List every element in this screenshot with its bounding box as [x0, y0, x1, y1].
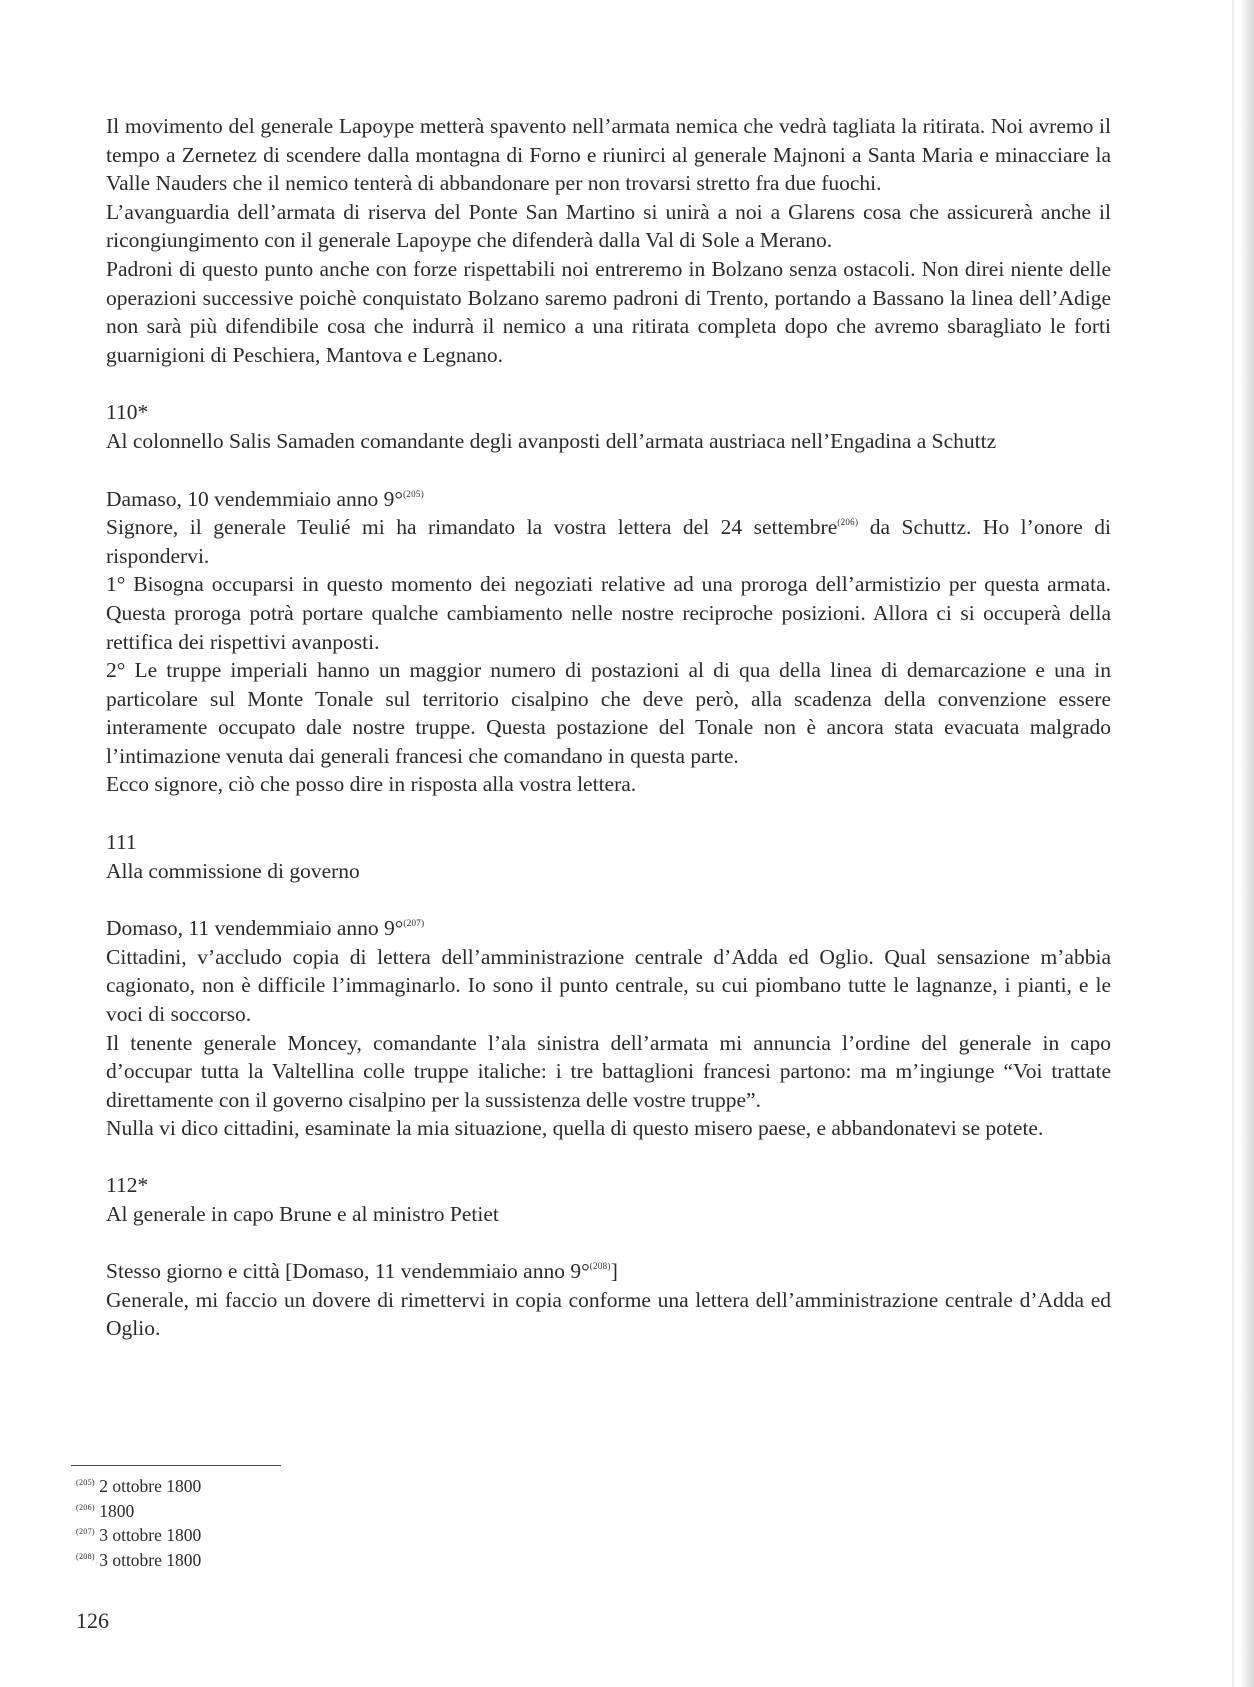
footnote-ref: (205) [403, 488, 424, 499]
body-paragraph: Nulla vi dico cittadini, esaminate la mia situazione, quella di questo misero paese, e abbandonatevi se potete. [106, 1116, 1044, 1141]
letter-number: 110* [106, 400, 149, 425]
footnote-ref: (207) [403, 918, 425, 929]
letter-date [106, 485, 1111, 514]
letter-number: 112* [106, 1173, 149, 1197]
footnote-ref: (208) [589, 1261, 611, 1272]
main-text-column [106, 112, 1111, 1343]
body-paragraph: Padroni di questo punto anche con forze rispettabili noi entreremo in Bolzano senza ostacoli. Non direi niente delle operazioni successive poichè conquistato Bolzano saremo padroni di Trento, portando a Bassano la linea dell’Adige non sarà più difendibile cosa che indurrà il nemico a una ritirata completa dopo che avremo sbaragliato le forti guarnigioni di Peschiera, Mantova e Legnano. [106, 256, 1111, 367]
letter-date [106, 1257, 1111, 1286]
letter-date [106, 914, 1111, 943]
page-gutter-line [1232, 0, 1234, 1687]
footnote-mark: (205) [76, 1478, 95, 1487]
footnote [76, 1548, 201, 1573]
body-paragraph: L’avanguardia dell’armata di riserva del Ponte San Martino si unirà a noi a Glarens cosa che assicurerà anche il ricongiungimento con il generale Lapoype che difenderà dalla Val di Sole a Merano. [106, 199, 1111, 253]
body-paragraph: Ecco signore, ciò che posso dire in risposta alla vostra lettera. [106, 772, 637, 797]
body-paragraph: 2° Le truppe imperiali hanno un maggior numero di postazioni al di qua della linea di demarcazione e una in particolare sul Monte Tonale sul territorio cisalpino che deve però, alla scadenza della convenzione essere interamente occupato dale nostre truppe. Questa postazione del Tonale non è ancora stata evacuata malgrado l’intimazione venuta dai generali francesi che comandano in questa parte. [106, 658, 1111, 768]
letter-addressee: Alla commissione di governo [106, 858, 360, 883]
letter-date-text: Damaso, 10 vendemmiaio anno 9° [106, 486, 403, 511]
letter-number: 111 [106, 830, 137, 855]
footnote-mark: (206) [76, 1502, 95, 1512]
footnote [76, 1499, 201, 1524]
page-number: 126 [76, 1608, 109, 1633]
body-paragraph: Generale, mi faccio un dovere di rimettervi in copia conforme una lettera dell’amministrazione centrale d’Adda ed Oglio. [106, 1287, 1111, 1341]
letter-date-text: Domaso, 11 vendemmiaio anno 9° [106, 916, 404, 941]
body-text: da Schuttz. Ho l’onore di rispondervi. [106, 515, 1111, 568]
body-paragraph: Il movimento del generale Lapoype metterà spavento nell’armata nemica che vedrà tagliata la ritirata. Noi avremo il tempo a Zernetez di scendere dalla montagna di Forno e riunirci al generale Majnoni a Santa Maria e minacciare la Valle Nauders che il nemico tenterà di abbandonare per non trovarsi stretto fra due fuochi. [106, 114, 1111, 196]
body-paragraph: 1° Bisogna occuparsi in questo momento dei negoziati relative ad una proroga dell’armistizio per questa armata. Questa proroga potrà portare qualche cambiamento nelle nostre reciproche posizioni. Allora ci si occuperà della rettifica dei rispettivi avanposti. [106, 572, 1111, 654]
letter-date-text: Stesso giorno e città [Domaso, 11 vendemmiaio anno 9° [106, 1259, 590, 1284]
footnote-text: 3 ottobre 1800 [94, 1549, 202, 1570]
page-edge-shadow [1240, 0, 1254, 1687]
footnotes [76, 1474, 201, 1572]
footnote-ref: (206) [837, 517, 859, 528]
footnote [76, 1523, 201, 1548]
footnote [76, 1474, 201, 1499]
footnote-mark: (207) [76, 1527, 95, 1536]
letter-addressee: Al colonnello Salis Samaden comandante degli avanposti dell’armata austriaca nell’Engadina a Schuttz [106, 428, 997, 453]
body-paragraph: Cittadini, v’accludo copia di lettera dell’amministrazione centrale d’Adda ed Oglio. Qual sensazione m’abbia cagionato, non è difficile l’immaginarlo. Io sono il punto centrale, su cui piombano tutte le lagnanze, i pianti, e le voci di soccorso. [106, 944, 1111, 1027]
footnote-text: 3 ottobre 1800 [94, 1525, 202, 1545]
footnote-text: 1800 [94, 1500, 135, 1521]
letter-date-text: ] [610, 1259, 618, 1284]
body-paragraph: Il tenente generale Moncey, comandante l’ala sinistra dell’armata mi annuncia l’ordine del generale in capo d’occupar tutta la Valtellina colle truppe italiche: i tre battaglioni francesi partono: ma m’ingiunge “Voi trattate direttamente con il governo cisalpino per la sussistenza delle vostre truppe”. [106, 1030, 1111, 1112]
footnote-rule [71, 1465, 281, 1466]
body-paragraph [106, 513, 1111, 570]
letter-addressee: Al generale in capo Brune e al ministro Petiet [106, 1201, 499, 1226]
footnote-mark: (208) [76, 1551, 95, 1561]
footnote-text: 2 ottobre 1800 [94, 1476, 202, 1496]
body-text: Signore, il generale Teulié mi ha rimandato la vostra lettera del 24 settembre [106, 515, 838, 540]
